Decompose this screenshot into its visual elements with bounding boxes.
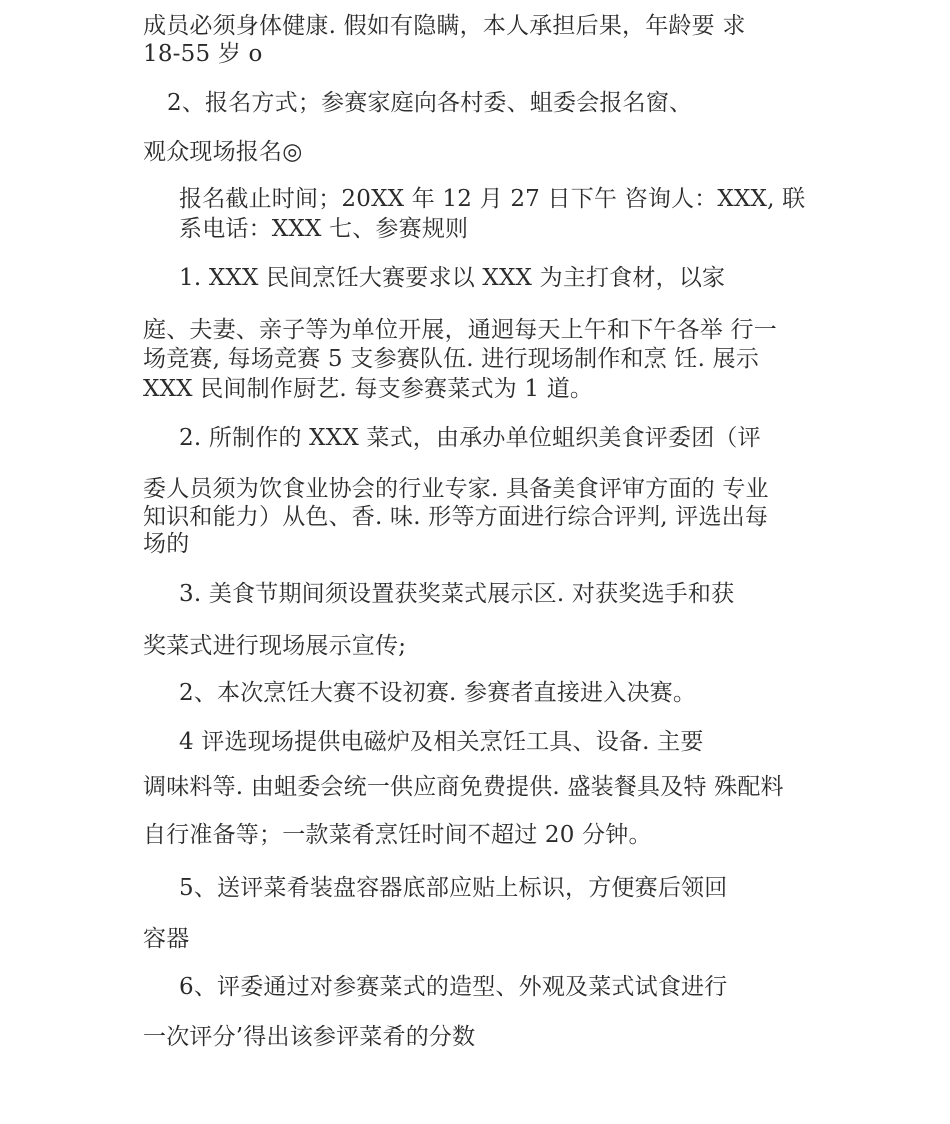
text-line: 知识和能力）从色、香. 味. 形等方面进行综合评判, 评选出每 — [143, 504, 769, 530]
text-line: 场竞赛, 每场竞赛 5 支参赛队伍. 进行现场制作和烹 饪. 展示 — [143, 346, 760, 372]
text-line: 庭、夫妻、亲子等为单位开展，通迥每天上午和下午各举 行一 — [143, 317, 777, 343]
text-line: 1. XXX 民间烹饪大赛要求以 XXX 为主打食材，以家 — [179, 265, 726, 291]
text-line: 18-55 岁 o — [143, 41, 263, 67]
text-line: 委人员须为饮食业协会的行业专家. 具备美食评审方面的 专业 — [143, 476, 769, 502]
text-line: 观众现场报名◎ — [143, 139, 303, 165]
text-line: 容器 — [143, 926, 190, 952]
text-line: 3. 美食节期间须设置获奖菜式展示区. 对获奖选手和获 — [179, 581, 735, 607]
text-line: XXX 民间制作厨艺. 每支参赛菜式为 1 道。 — [143, 376, 594, 402]
text-line: 2. 所制作的 XXX 菜式，由承办单位蛆织美食评委团（评 — [179, 425, 761, 451]
text-line: 5、送评菜肴装盘容器底部应贴上标识，方便赛后领回 — [179, 875, 728, 901]
text-line: 系电话：XXX 七、参赛规则 — [179, 216, 469, 242]
text-line: 6、评委通过对参赛菜式的造型、外观及菜式试食进行 — [179, 974, 728, 1000]
text-line: 4 评选现场提供电磁炉及相关烹饪工具、设备. 主要 — [179, 729, 704, 755]
text-line: 2、本次烹饪大赛不设初赛. 参赛者直接进入决赛。 — [179, 680, 697, 706]
text-line: 场的 — [143, 531, 190, 557]
text-line: 奖菜式进行现场展示宣传; — [143, 633, 407, 659]
text-line: 一次评分’得出该参评菜肴的分数 — [143, 1024, 476, 1050]
text-line: 报名截止时间；20XX 年 12 月 27 日下午 咨询人：XXX, 联 — [179, 186, 806, 212]
text-line: 2、报名方式；参赛家庭向各村委、蛆委会报名窗、 — [167, 90, 693, 116]
text-line: 调味料等. 由蛆委会统一供应商免费提供. 盛装餐具及特 殊配料 — [143, 774, 784, 800]
text-line: 自行准备等；一款菜肴烹饪时间不超过 20 分钟。 — [143, 822, 652, 848]
text-line: 成员必须身体健康. 假如有隐瞒，本人承担后果，年龄要 求 — [143, 13, 746, 39]
